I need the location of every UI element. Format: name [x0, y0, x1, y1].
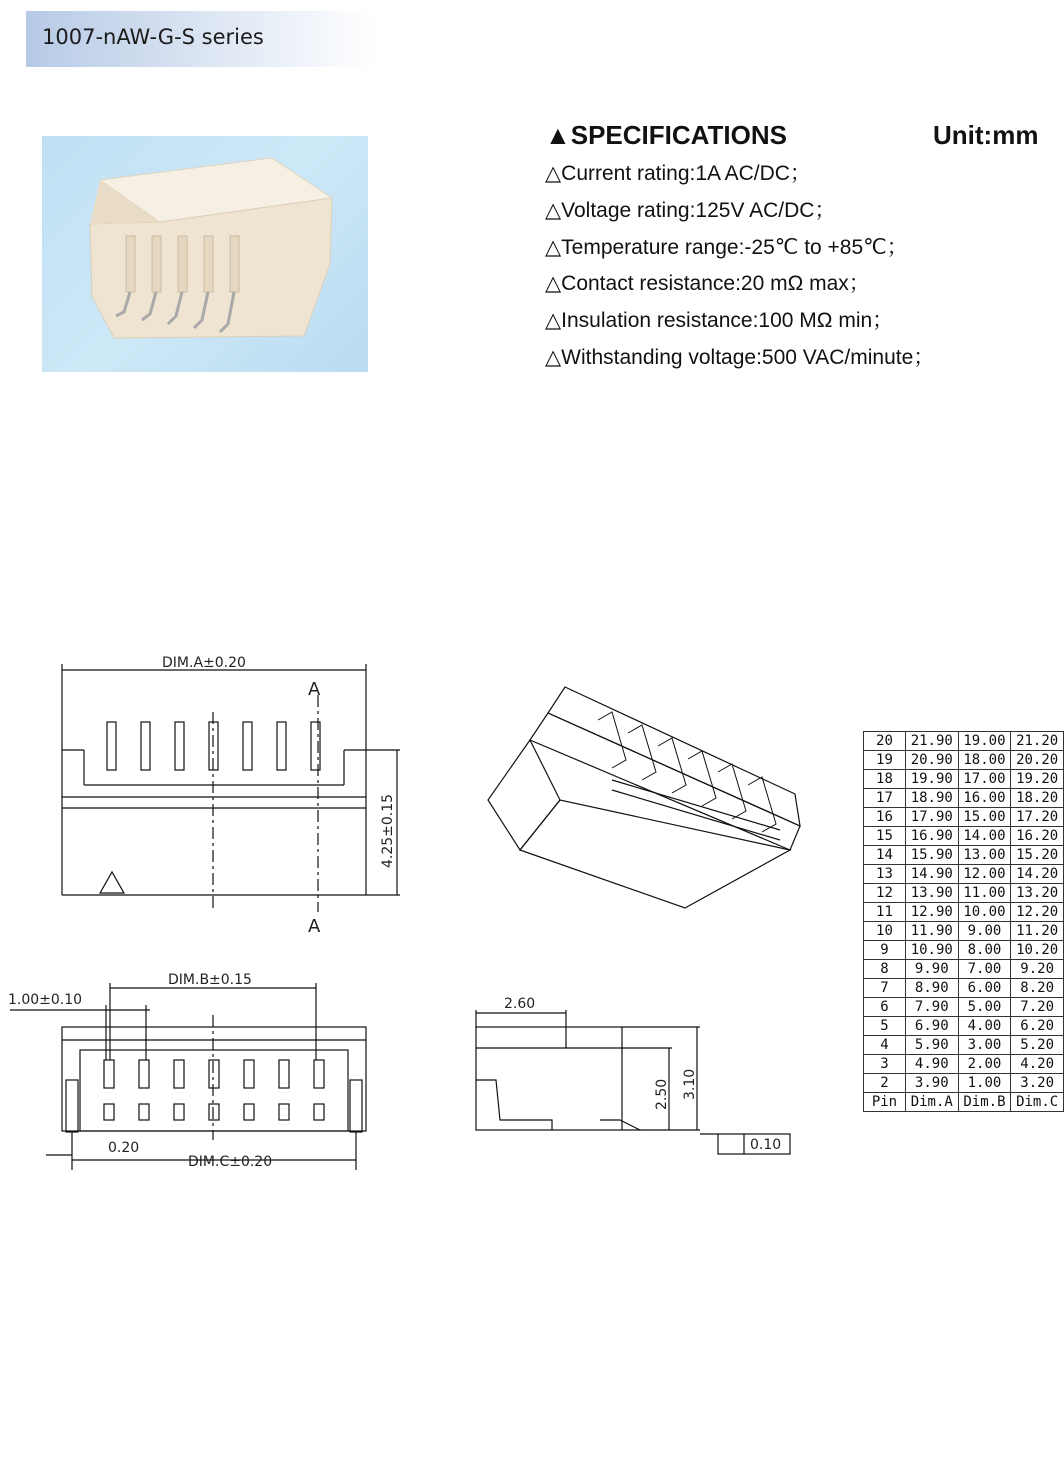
dim-b-cell: 9.00: [958, 922, 1011, 941]
dim-b-cell: 13.00: [958, 846, 1011, 865]
dim-a-label: DIM.A±0.20: [162, 655, 246, 671]
table-header-row: [864, 1093, 1064, 1112]
pin-cell: 18: [864, 770, 906, 789]
table-row: [864, 922, 1064, 941]
dim-c-cell: 11.20: [1011, 922, 1064, 941]
table-row: [864, 751, 1064, 770]
dim-c-cell: 18.20: [1011, 789, 1064, 808]
dim-c-cell: 6.20: [1011, 1017, 1064, 1036]
dim-c-cell: 13.20: [1011, 884, 1064, 903]
pin-cell: 16: [864, 808, 906, 827]
table-row: [864, 941, 1064, 960]
dim-b-cell: 8.00: [958, 941, 1011, 960]
section-a-top-label: A: [308, 679, 321, 700]
table-row: [864, 960, 1064, 979]
dim-a-cell: 11.90: [905, 922, 958, 941]
pin-cell: 3: [864, 1055, 906, 1074]
dim-a-cell: 13.90: [905, 884, 958, 903]
height-inner-label: 2.50: [654, 1078, 670, 1110]
dim-c-cell: 10.20: [1011, 941, 1064, 960]
dim-a-cell: 18.90: [905, 789, 958, 808]
dim-c-cell: 14.20: [1011, 865, 1064, 884]
pin-cell: 19: [864, 751, 906, 770]
dim-a-cell: 9.90: [905, 960, 958, 979]
dim-c-cell: 17.20: [1011, 808, 1064, 827]
unit-label: Unit:mm: [933, 120, 1039, 150]
dim-a-cell: 7.90: [905, 998, 958, 1017]
side-view-drawing: [476, 1010, 790, 1154]
pin-cell: 9: [864, 941, 906, 960]
dim-b-cell: 2.00: [958, 1055, 1011, 1074]
dim-b-cell: 14.00: [958, 827, 1011, 846]
dim-c-cell: 9.20: [1011, 960, 1064, 979]
dim-c-cell: 8.20: [1011, 979, 1064, 998]
table-row: [864, 1055, 1064, 1074]
depth-label: 2.60: [504, 996, 536, 1012]
specifications-title: ▲SPECIFICATIONS: [545, 120, 787, 150]
spec-temperature-range: △Temperature range:-25℃ to +85℃；: [545, 235, 908, 259]
dim-a-cell: 3.90: [905, 1074, 958, 1093]
pin-cell: 17: [864, 789, 906, 808]
dim-b-cell: 3.00: [958, 1036, 1011, 1055]
table-row: [864, 789, 1064, 808]
table-row: [864, 846, 1064, 865]
dim-b-cell: 18.00: [958, 751, 1011, 770]
dim-b-header: Dim.B: [958, 1093, 1011, 1112]
table-row: [864, 1074, 1064, 1093]
dim-b-cell: 11.00: [958, 884, 1011, 903]
dim-c-cell: 3.20: [1011, 1074, 1064, 1093]
dim-a-cell: 6.90: [905, 1017, 958, 1036]
dim-a-cell: 8.90: [905, 979, 958, 998]
dim-b-cell: 17.00: [958, 770, 1011, 789]
table-row: [864, 884, 1064, 903]
dim-a-cell: 10.90: [905, 941, 958, 960]
table-row: [864, 998, 1064, 1017]
dim-c-cell: 20.20: [1011, 751, 1064, 770]
dim-b-cell: 5.00: [958, 998, 1011, 1017]
flatness-label: 0.10: [750, 1137, 782, 1153]
dim-a-cell: 21.90: [905, 732, 958, 751]
pin-header: Pin: [864, 1093, 906, 1112]
spec-withstanding-voltage: △Withstanding voltage:500 VAC/minute；: [545, 345, 935, 369]
spec-current-rating: △Current rating:1A AC/DC；: [545, 162, 811, 185]
dim-b-cell: 19.00: [958, 732, 1011, 751]
dim-a-cell: 4.90: [905, 1055, 958, 1074]
series-title: 1007-nAW-G-S series: [42, 25, 264, 49]
dim-b-cell: 7.00: [958, 960, 1011, 979]
dim-b-cell: 15.00: [958, 808, 1011, 827]
pin-cell: 14: [864, 846, 906, 865]
pin-cell: 12: [864, 884, 906, 903]
dim-c-header: Dim.C: [1011, 1093, 1064, 1112]
height-outer-label: 3.10: [682, 1068, 698, 1100]
pin-width-label: 0.20: [108, 1140, 140, 1156]
pin-cell: 20: [864, 732, 906, 751]
dim-c-label: DIM.C±0.20: [188, 1154, 273, 1170]
dim-c-cell: 15.20: [1011, 846, 1064, 865]
dim-b-cell: 10.00: [958, 903, 1011, 922]
table-row: [864, 827, 1064, 846]
dim-a-cell: 19.90: [905, 770, 958, 789]
dim-c-cell: 7.20: [1011, 998, 1064, 1017]
spec-voltage-rating: △Voltage rating:125V AC/DC；: [545, 198, 836, 222]
pin-cell: 15: [864, 827, 906, 846]
pin-cell: 13: [864, 865, 906, 884]
pin-cell: 2: [864, 1074, 906, 1093]
table-row: [864, 979, 1064, 998]
dim-a-header: Dim.A: [905, 1093, 958, 1112]
front-view-drawing: [10, 983, 366, 1170]
dim-c-cell: 16.20: [1011, 827, 1064, 846]
height-label: 4.25±0.15: [380, 793, 396, 868]
spec-insulation-resistance: △Insulation resistance:100 MΩ min；: [545, 309, 894, 333]
dim-b-cell: 16.00: [958, 789, 1011, 808]
dim-c-cell: 12.20: [1011, 903, 1064, 922]
dim-c-cell: 19.20: [1011, 770, 1064, 789]
dim-c-cell: 4.20: [1011, 1055, 1064, 1074]
pin-cell: 7: [864, 979, 906, 998]
pin-cell: 4: [864, 1036, 906, 1055]
table-row: [864, 808, 1064, 827]
pin-dimension-table: [863, 731, 1064, 1112]
dim-b-cell: 6.00: [958, 979, 1011, 998]
dim-a-cell: 17.90: [905, 808, 958, 827]
pin-cell: 11: [864, 903, 906, 922]
dim-a-cell: 16.90: [905, 827, 958, 846]
dim-c-cell: 5.20: [1011, 1036, 1064, 1055]
dim-a-cell: 14.90: [905, 865, 958, 884]
top-view-drawing: [62, 664, 400, 912]
table-row: [864, 1017, 1064, 1036]
table-row: [864, 732, 1064, 751]
pin-cell: 8: [864, 960, 906, 979]
pitch-label: 1.00±0.10: [8, 992, 83, 1008]
table-row: [864, 903, 1064, 922]
dim-a-cell: 15.90: [905, 846, 958, 865]
dim-b-cell: 12.00: [958, 865, 1011, 884]
dim-a-cell: 20.90: [905, 751, 958, 770]
dim-a-cell: 5.90: [905, 1036, 958, 1055]
pin-cell: 10: [864, 922, 906, 941]
table-row: [864, 1036, 1064, 1055]
table-row: [864, 770, 1064, 789]
pin-cell: 5: [864, 1017, 906, 1036]
dim-a-cell: 12.90: [905, 903, 958, 922]
isometric-view-drawing: [488, 687, 800, 908]
dim-b-cell: 4.00: [958, 1017, 1011, 1036]
dim-c-cell: 21.20: [1011, 732, 1064, 751]
section-a-bottom-label: A: [308, 916, 321, 937]
dim-b-cell: 1.00: [958, 1074, 1011, 1093]
dim-b-label: DIM.B±0.15: [168, 972, 252, 988]
table-row: [864, 865, 1064, 884]
pin-cell: 6: [864, 998, 906, 1017]
spec-contact-resistance: △Contact resistance:20 mΩ max；: [545, 272, 870, 296]
